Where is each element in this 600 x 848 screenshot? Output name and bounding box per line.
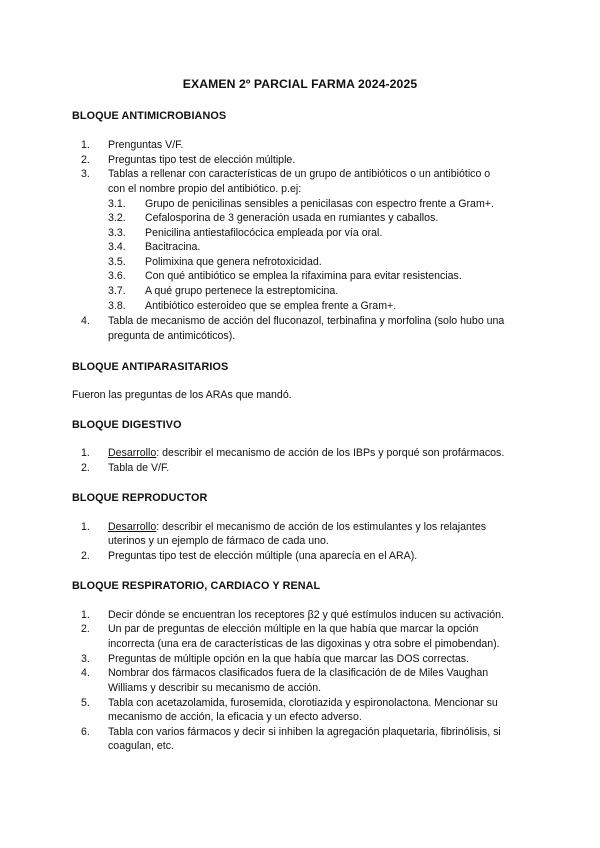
document-title: EXAMEN 2º PARCIAL FARMA 2024-2025 — [182, 77, 418, 91]
list-text-line2: con el nombre propio del antibiótico. p.ej: — [108, 183, 302, 195]
list-number: 1. — [81, 609, 90, 621]
sub-list-text: Polimixina que genera nefrotoxicidad. — [145, 256, 322, 268]
list-text: Prenguntas V/F. — [108, 139, 184, 151]
sub-list-number: 3.5. — [108, 256, 126, 268]
list-text-line2: uterinos y un ejemplo de fármaco de cada uno. — [108, 535, 329, 547]
list-number: 4. — [81, 315, 90, 327]
sub-list-number: 3.8. — [108, 300, 126, 312]
heading-respiratorio: BLOQUE RESPIRATORIO, CARDIACO Y RENAL — [72, 580, 321, 592]
sub-list-number: 3.4. — [108, 241, 126, 253]
list-text-line1: Nombrar dos fármacos clasificados fuera de la clasificación de de Miles Vaughan — [108, 667, 489, 679]
list-text: Tabla de V/F. — [108, 462, 170, 474]
heading-reproductor: BLOQUE REPRODUCTOR — [72, 492, 208, 504]
list-number: 2. — [81, 154, 90, 166]
list-text — [108, 520, 528, 535]
list-text-line1: Un par de preguntas de elección múltiple en la que había que marcar la opción — [108, 623, 479, 635]
sub-list-number: 3.2. — [108, 212, 126, 224]
list-text-line2: incorrecta (una era de características de las digoxinas y otra sobre el pimobendan). — [108, 638, 500, 650]
sub-list-text: Antibiótico esteroideo que se emplea frente a Gram+. — [145, 300, 397, 312]
sub-list-text: Cefalosporina de 3 generación usada en rumiantes y caballos. — [145, 212, 439, 224]
sub-list-number: 3.7. — [108, 285, 126, 297]
list-text-line1: Tabla con acetazolamida, furosemida, clorotiazida y espironolactona. Mencionar su — [108, 697, 498, 709]
list-text-line2: mecanismo de acción, la eficacia y un efecto adverso. — [108, 711, 362, 723]
paragraph-antiparasitarios: Fueron las preguntas de los ARAs que mandó. — [72, 389, 292, 401]
list-number: 3. — [81, 653, 90, 665]
list-number: 3. — [81, 168, 90, 180]
sub-list-number: 3.6. — [108, 270, 126, 282]
desarrollo-label: Desarrollo — [108, 521, 157, 533]
list-text-line2: coagulan, etc. — [108, 740, 174, 752]
desarrollo-label: Desarrollo — [108, 447, 157, 459]
list-number: 5. — [81, 697, 90, 709]
list-number: 2. — [81, 462, 90, 474]
sub-list-text: A qué grupo pertenece la estreptomicina. — [145, 285, 339, 297]
list-text: Preguntas de múltiple opción en la que había que marcar las DOS correctas. — [108, 653, 469, 665]
list-text: Preguntas tipo test de elección múltiple. — [108, 154, 296, 166]
sub-list-text: Penicilina antiestafilocócica empleada por vía oral. — [145, 227, 383, 239]
list-number: 4. — [81, 667, 90, 679]
list-number: 6. — [81, 726, 90, 738]
list-number: 1. — [81, 447, 90, 459]
sub-list-number: 3.3. — [108, 227, 126, 239]
list-number: 2. — [81, 550, 90, 562]
list-number: 2. — [81, 623, 90, 635]
sub-list-text: Grupo de penicilinas sensibles a penicilasas con espectro frente a Gram+. — [145, 198, 494, 210]
heading-antiparasitarios: BLOQUE ANTIPARASITARIOS — [72, 361, 229, 373]
heading-digestivo: BLOQUE DIGESTIVO — [72, 419, 182, 431]
sub-list-number: 3.1. — [108, 198, 126, 210]
list-text-line1: Tablas a rellenar con características de un grupo de antibióticos o un antibiótico o — [108, 168, 491, 180]
list-text-line2: pregunta de antimicóticos). — [108, 330, 236, 342]
sub-list-text: Con qué antibiótico se emplea la rifaximina para evitar resistencias. — [145, 270, 462, 282]
sub-list-text: Bacitracina. — [145, 241, 201, 253]
list-text — [108, 446, 528, 461]
list-text: Decir dónde se encuentran los receptores β2 y qué estímulos inducen su activación. — [108, 609, 504, 621]
list-text: Preguntas tipo test de elección múltiple (una aparecía en el ARA). — [108, 550, 418, 562]
list-text-line1: Tabla con varios fármacos y decir si inhiben la agregación plaquetaria, fibrinólisis, si — [108, 726, 501, 738]
list-text-rest: : describir el mecanismo de acción de los estimulantes y los relajantes — [156, 521, 487, 533]
list-number: 1. — [81, 139, 90, 151]
list-number: 1. — [81, 521, 90, 533]
list-text-line2: Williams y describir su mecanismo de acción. — [108, 682, 322, 694]
list-text-rest: : describir el mecanismo de acción de los IBPs y porqué son profármacos. — [156, 447, 505, 459]
heading-antimicrobianos: BLOQUE ANTIMICROBIANOS — [72, 110, 227, 122]
list-text-line1: Tabla de mecanismo de acción del fluconazol, terbinafina y morfolina (solo hubo una — [108, 315, 505, 327]
